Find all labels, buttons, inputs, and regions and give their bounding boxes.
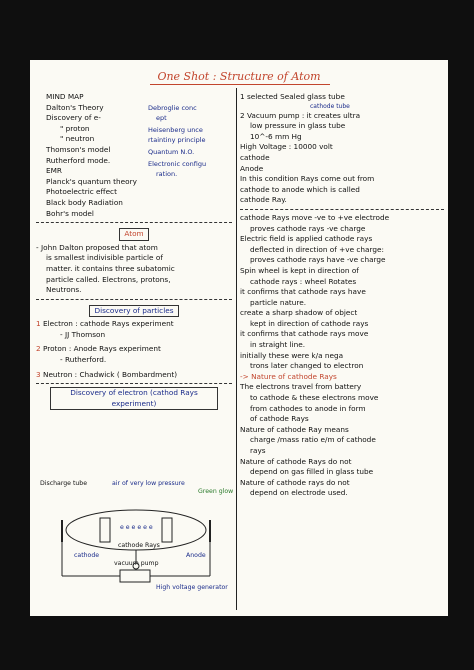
atom-line: Neutrons. (46, 285, 82, 295)
right-line: High Voltage : 10000 volt (240, 142, 333, 152)
right-line: cathode tube (310, 102, 350, 110)
mind-map-item: Bohr's model (46, 208, 94, 218)
title-underline (150, 84, 330, 85)
section-divider (240, 209, 444, 210)
right-line: cathode Ray. (240, 195, 287, 205)
discovery-item (36, 319, 232, 330)
cathode-ray-diagram (40, 480, 232, 608)
mind-map-right-item: Electronic configu (148, 159, 207, 168)
cathode-rays-label: cathode Rays (118, 542, 160, 549)
right-line: it confirms that cathode rays move (240, 329, 369, 339)
right-line: depend on electrode used. (250, 488, 348, 498)
mind-map-right-item: Quantum N.O. (148, 147, 195, 156)
section-divider (36, 299, 232, 300)
right-line: kept in direction of cathode rays (250, 318, 369, 328)
atom-line: particle called. Electrons, protons, (46, 274, 171, 284)
discharge-tube-label: Discharge tube (40, 480, 88, 487)
right-line: charge /mass ratio e/m of cathode (250, 435, 376, 445)
diagram-heading: Discovery of electron (cathod Rays experiment) (50, 387, 218, 410)
vacuum-pump-label: vacuum pump (114, 560, 159, 567)
mind-map-right-item: Heisenberg unce (148, 125, 203, 134)
discovery-text: Neutron : Chadwick ( Bombardment) (42, 369, 178, 379)
right-line: Nature of cathode rays do not (240, 477, 350, 487)
right-line: 1 selected Sealed glass tube (240, 92, 345, 101)
right-line: Nature of cathode Rays do not (240, 456, 352, 466)
right-line: deflected in direction of +ve charge: (250, 244, 384, 254)
high-voltage-label: High voltage generator (156, 584, 228, 591)
atom-line: matter. it contains three subatomic (46, 263, 175, 273)
mind-map-item: Rutherford mode. (46, 155, 111, 165)
discovery-num: 1 (36, 319, 41, 329)
discovery-sub: - Rutherford. (60, 355, 107, 365)
right-line: 2 Vacuum pump : it creates ultra (240, 110, 361, 120)
mind-map-item: Discovery of e- (46, 113, 101, 123)
mind-map-right-item: ration. (156, 169, 178, 178)
right-line: Electric field is applied cathode rays (240, 234, 373, 244)
column-divider (236, 88, 237, 610)
right-line: In this condition Rays come out from (240, 174, 375, 184)
right-line: particle nature. (250, 297, 307, 307)
right-line: Nature of cathode Ray means (240, 424, 349, 434)
right-line: in straight line. (250, 340, 306, 350)
mind-map-item: Thomson's model (46, 144, 111, 154)
anode-label: Anode (186, 552, 206, 559)
right-line: from cathodes to anode in form (250, 403, 366, 413)
right-line: to cathode & these electrons move (250, 393, 379, 403)
mind-map-heading: MIND MAP (46, 92, 84, 101)
right-line: of cathode Rays (250, 414, 309, 424)
discovery-num: 3 (36, 369, 41, 379)
mind-map-item: Photoelectric effect (46, 187, 117, 197)
discovery-heading-wrap (36, 303, 232, 320)
low-pressure-label: air of very low pressure (112, 480, 185, 487)
mind-map-item: " neutron (60, 134, 95, 144)
atom-line: is smallest indivisible particle of (46, 253, 163, 263)
atom-line: - John Dalton proposed that atom (36, 242, 158, 252)
right-line: -> Nature of cathode Rays (240, 371, 337, 381)
discovery-item (36, 370, 232, 381)
right-line: it confirms that cathode rays have (240, 287, 366, 297)
right-line: proves cathode rays have -ve charge (250, 255, 386, 265)
mind-map-item: Dalton's Theory (46, 102, 104, 112)
mind-map-right-item: ept (156, 113, 167, 122)
right-line: rays (250, 446, 266, 455)
right-line: Spin wheel is kept in direction of (240, 265, 359, 275)
right-line: cathode to anode which is called (240, 184, 360, 194)
section-divider (36, 383, 232, 384)
section-divider (36, 222, 232, 223)
green-glow-label: Green glow (198, 488, 234, 495)
left-column (36, 92, 232, 412)
mind-map-item: EMR (46, 166, 62, 176)
right-line: proves cathode rays -ve charge (250, 223, 366, 233)
right-line: cathode Rays move -ve to +ve electrode (240, 212, 390, 222)
discovery-item (36, 344, 232, 355)
right-line: 10^-6 mm Hg (250, 131, 302, 141)
mind-map-right-item: rtaintiny principle (148, 135, 206, 144)
right-line: Anode (240, 163, 264, 173)
mind-map-item: Black body Radiation (46, 197, 123, 207)
mind-map-right-item: Debroglie conc (148, 103, 197, 112)
right-line: low pressure in glass tube (250, 121, 346, 131)
electrons-label: e e e e e e (120, 524, 153, 531)
discovery-heading: Discovery of particles (89, 305, 178, 318)
atom-heading-wrap (36, 226, 232, 243)
discovery-text: Electron : cathode Rays experiment (42, 319, 174, 329)
right-line: trons later changed to electron (250, 361, 364, 371)
page-title: One Shot : Structure of Atom (157, 70, 321, 83)
right-line: cathode (240, 152, 270, 162)
atom-heading: Atom (119, 228, 148, 241)
mind-map-item: Planck's quantum theory (46, 176, 137, 186)
mind-map-list (36, 103, 232, 220)
discovery-sub: - JJ Thomson (60, 329, 106, 339)
right-line: The electrons travel from battery (240, 382, 362, 392)
right-line: cathode rays : wheel Rotates (250, 276, 357, 286)
cathode-label: cathode (74, 552, 100, 559)
notes-page (30, 60, 448, 616)
discovery-num: 2 (36, 344, 41, 354)
right-line: depend on gas filled in glass tube (250, 467, 374, 477)
mind-map-item: " proton (60, 123, 90, 133)
right-line: initially these were k/a nega (240, 350, 344, 360)
right-line: create a sharp shadow of object (240, 308, 358, 318)
right-column (240, 92, 444, 499)
discovery-text: Proton : Anode Rays experiment (42, 344, 161, 354)
